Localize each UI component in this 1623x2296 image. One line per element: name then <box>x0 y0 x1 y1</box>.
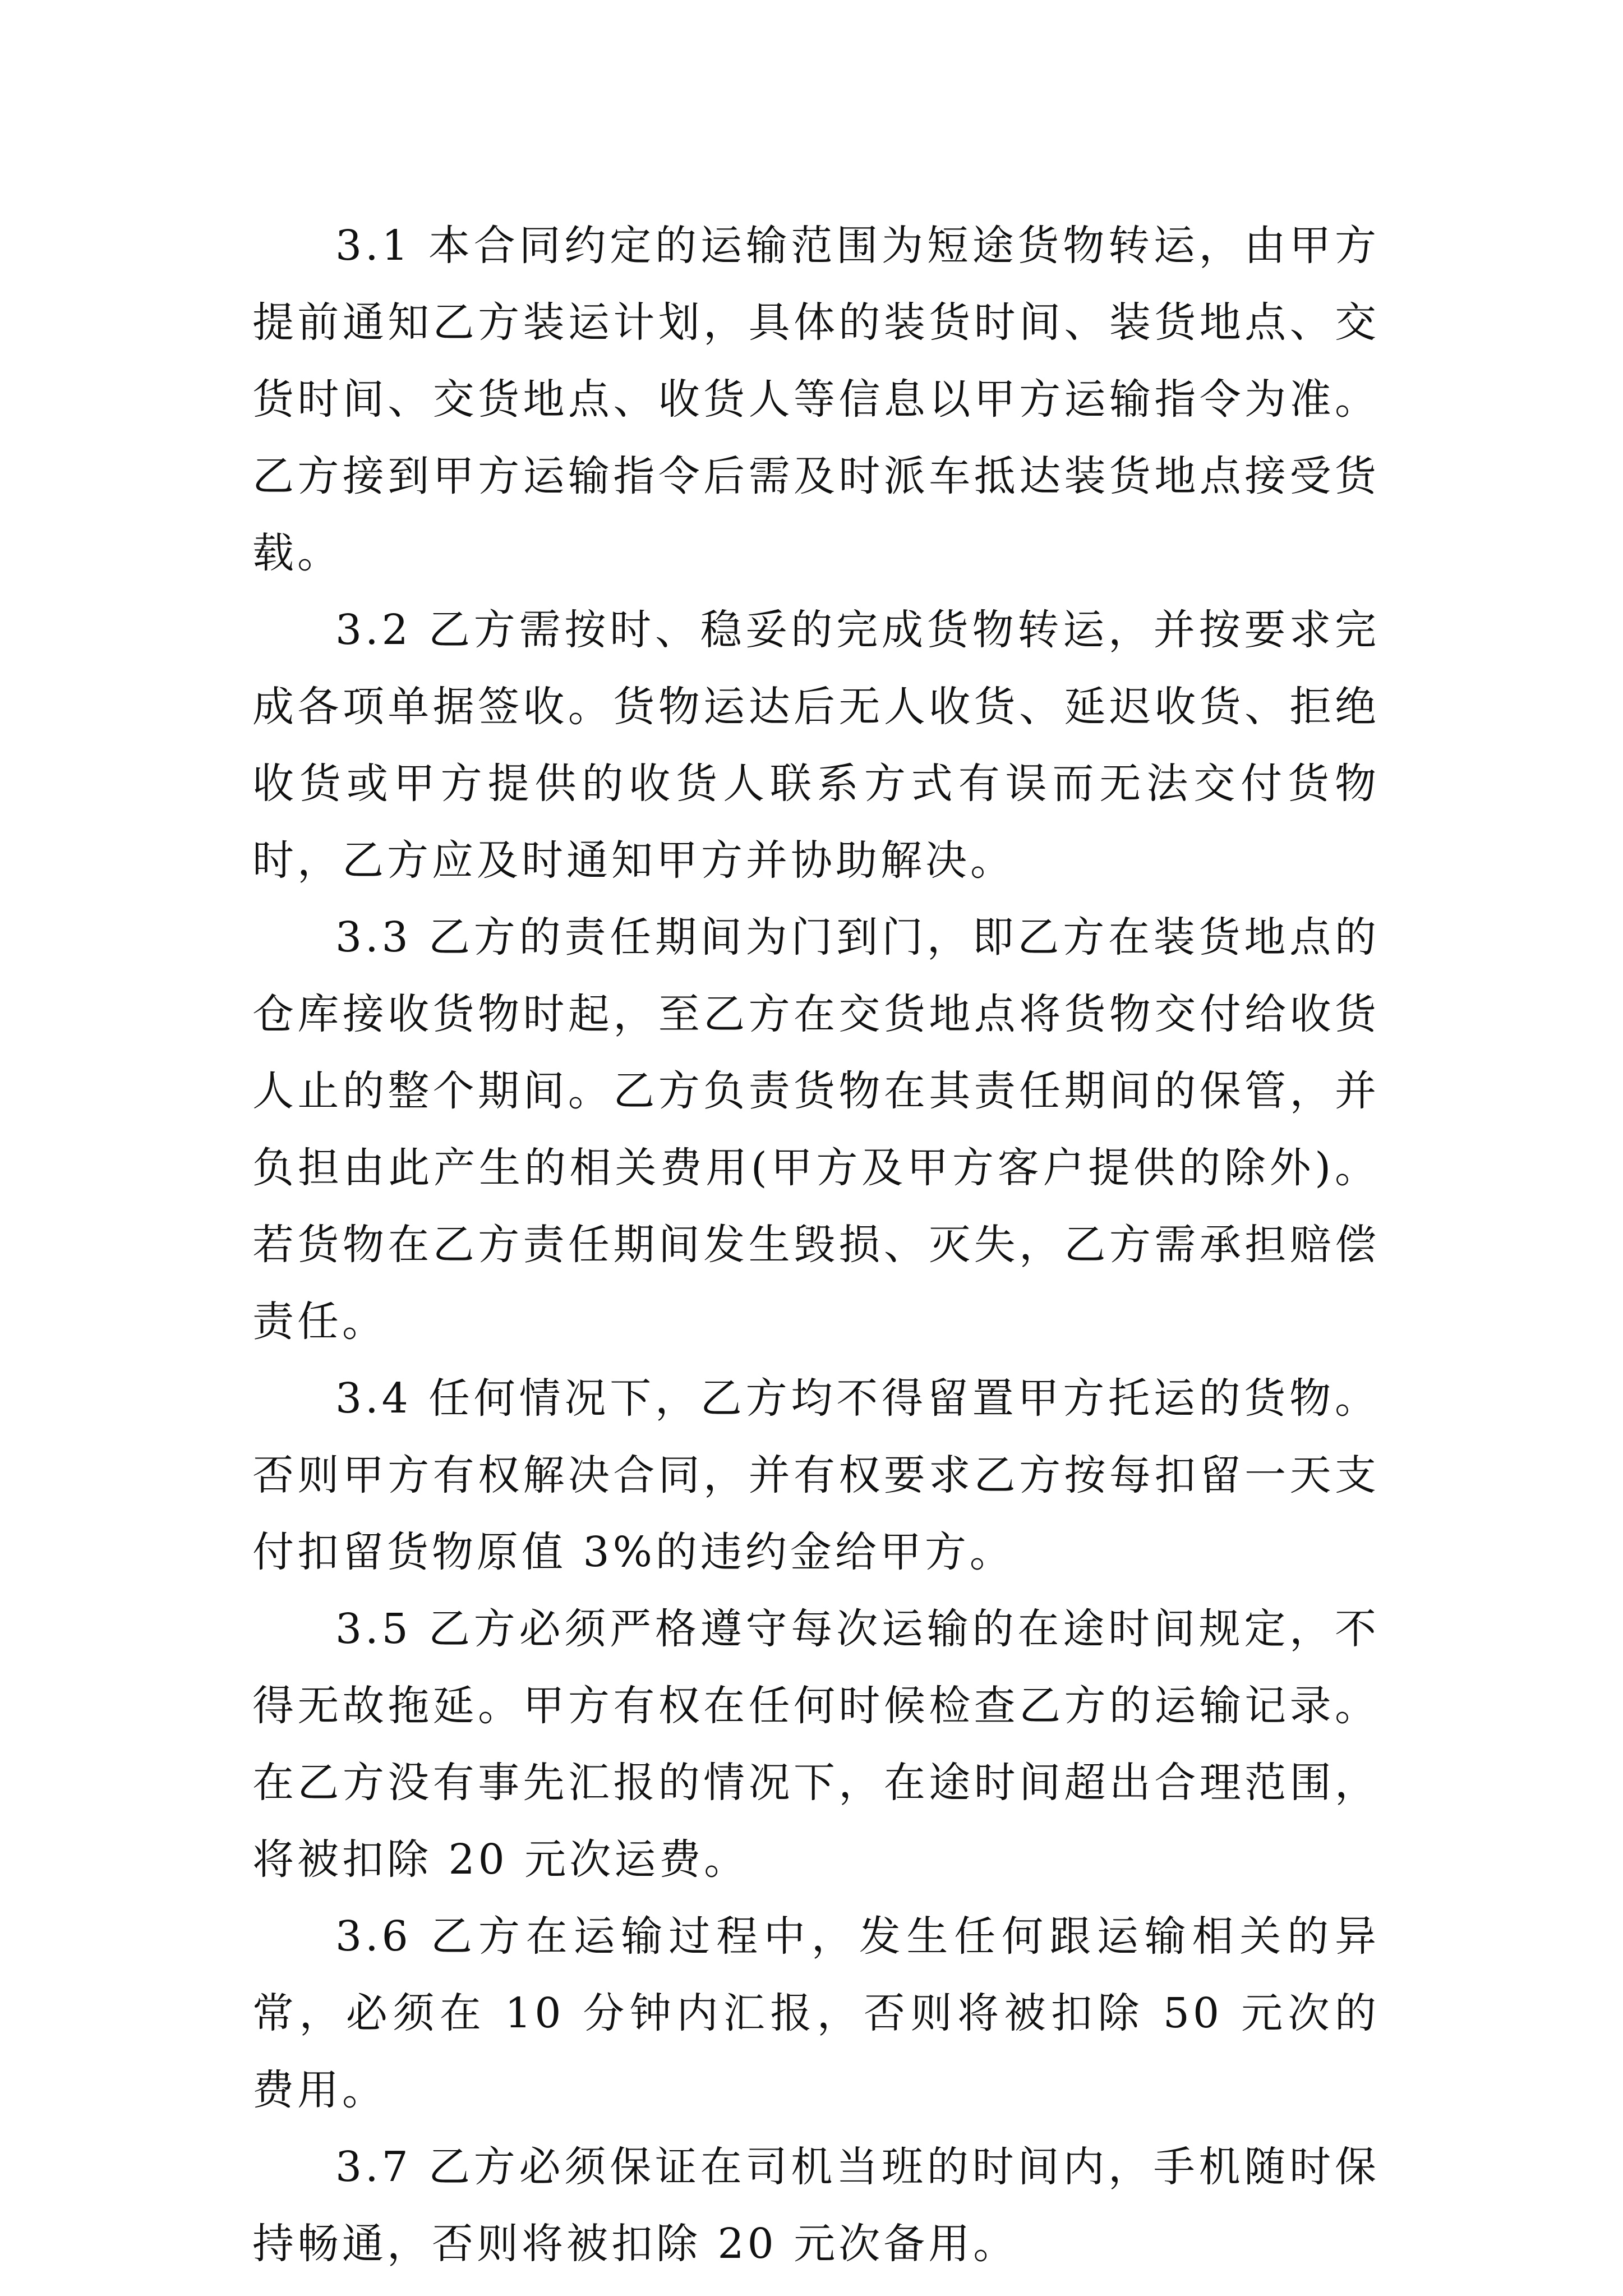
clause-3-6: 3.6 乙方在运输过程中，发生任何跟运输相关的异常，必须在 10 分钟内汇报，否则将被扣除 50 元次的费用。 <box>252 1912 1380 2114</box>
clause-3-4: 3.4 任何情况下，乙方均不得留置甲方托运的货物。否则甲方有权解决合同，并有权要求乙方按每扣留一天支付扣留货物原值 3%的违约金给甲方。 <box>252 1374 1380 1576</box>
clause-3-5: 3.5 乙方必须严格遵守每次运输的在途时间规定，不得无故拖延。甲方有权在任何时候检查乙方的运输记录。在乙方没有事先汇报的情况下，在途时间超出合理范围，将被扣除 20 元次运费。 <box>252 1605 1380 1884</box>
clause-3-1: 3.1 本合同约定的运输范围为短途货物转运，由甲方提前通知乙方装运计划，具体的装货时间、装货地点、交货时间、交货地点、收货人等信息以甲方运输指令为准。乙方接到甲方运输指令后需及时派车抵达装货地点接受货载。 <box>252 222 1380 577</box>
clause-3-7: 3.7 乙方必须保证在司机当班的时间内，手机随时保持畅通，否则将被扣除 20 元次备用。 <box>252 2143 1380 2268</box>
clause-3-3: 3.3 乙方的责任期间为门到门，即乙方在装货地点的仓库接收货物时起，至乙方在交货地点将货物交付给收货人止的整个期间。乙方负责货物在其责任期间的保管，并负担由此产生的相关费用(甲方及甲方客户提供的除外)。若货物在乙方责任期间发生毁损、灭失，乙方需承担赔偿责任。 <box>252 913 1380 1346</box>
clause-3-2: 3.2 乙方需按时、稳妥的完成货物转运，并按要求完成各项单据签收。货物运达后无人收货、延迟收货、拒绝收货或甲方提供的收货人联系方式有误而无法交付货物时，乙方应及时通知甲方并协助解决。 <box>252 606 1380 885</box>
contract-body <box>252 208 1380 2283</box>
